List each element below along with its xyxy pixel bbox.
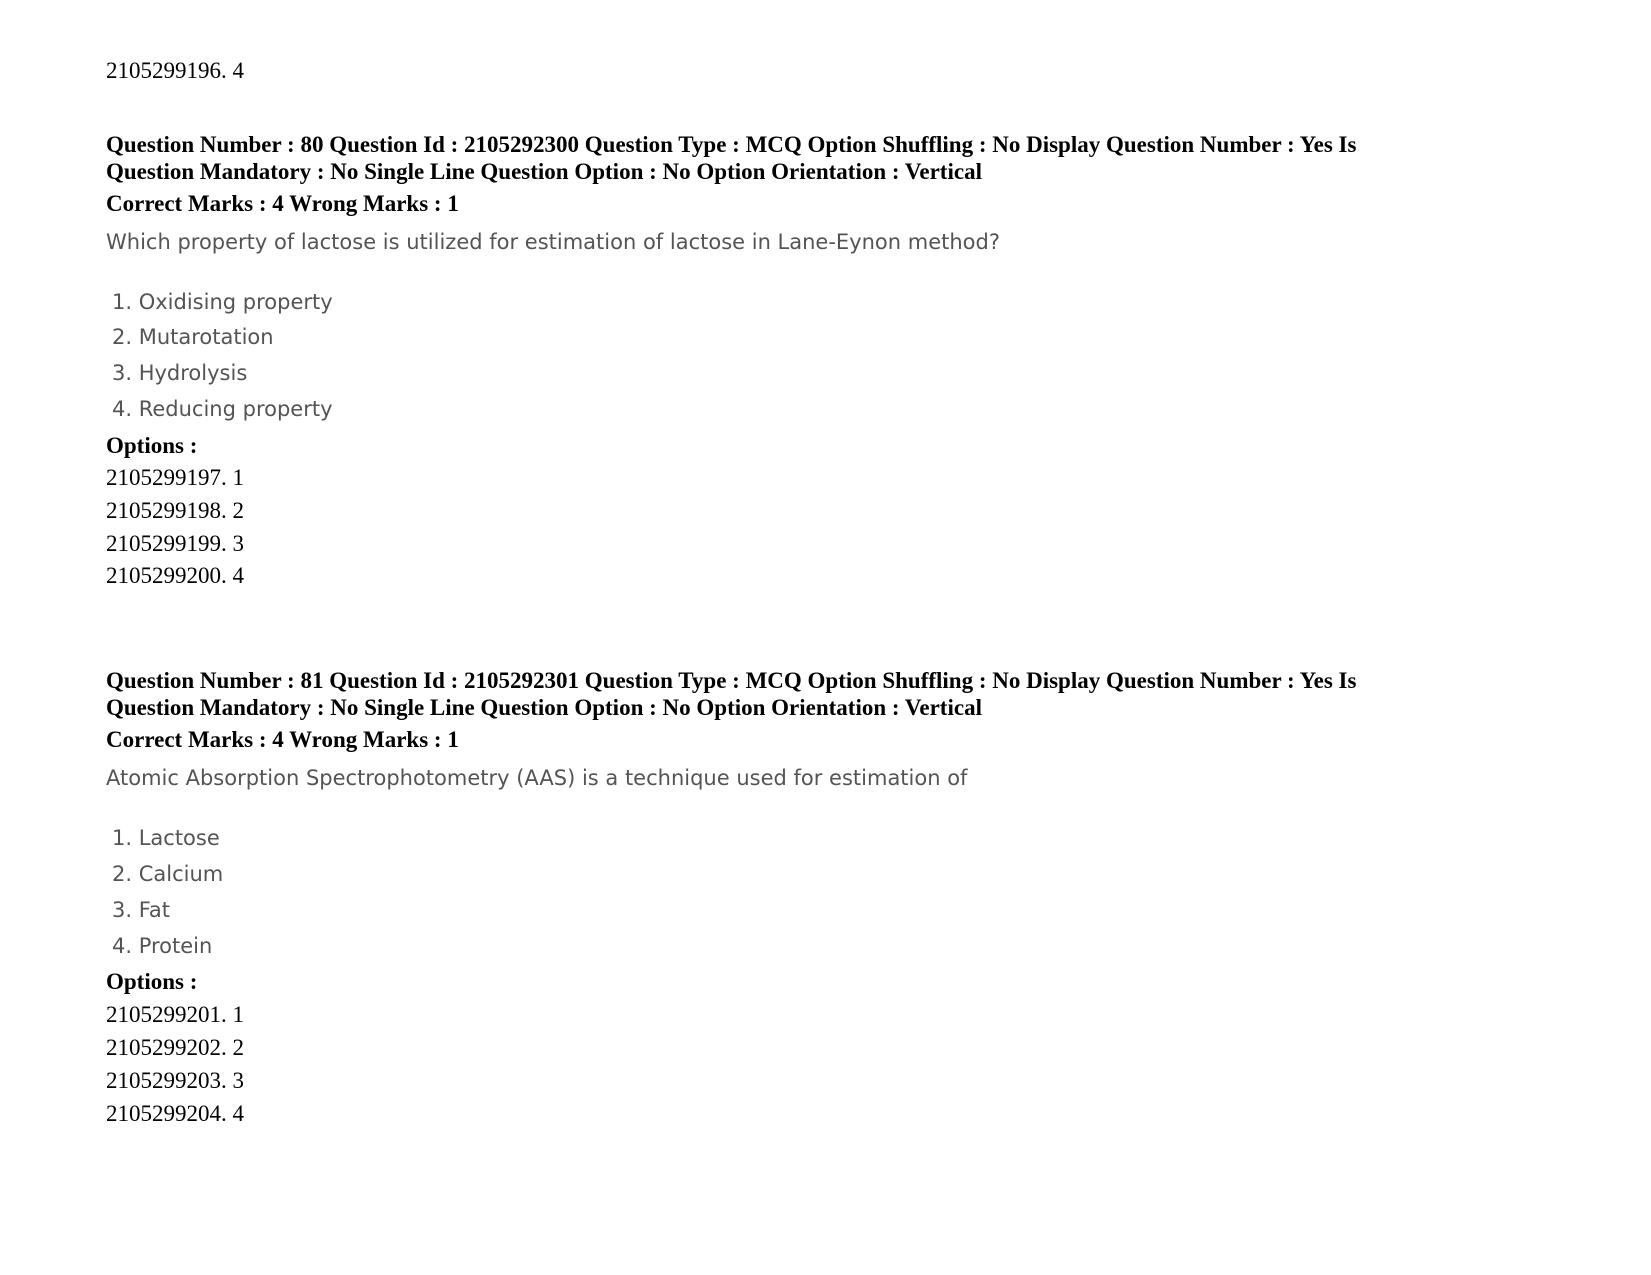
- question-text: Atomic Absorption Spectrophotometry (AAS) is a technique used for estimation of: [106, 766, 968, 790]
- choice-item: 4. Reducing property: [112, 397, 333, 421]
- question-meta-line2: Question Mandatory : No Single Line Question Option : No Option Orientation : Vertical: [106, 695, 982, 720]
- choice-item: 3. Hydrolysis: [112, 361, 248, 385]
- question-text: Which property of lactose is utilized for estimation of lactose in Lane-Eynon method?: [106, 230, 1001, 254]
- options-label: Options :: [106, 433, 198, 458]
- choice-item: 2. Mutarotation: [112, 325, 274, 349]
- question-marks: Correct Marks : 4 Wrong Marks : 1: [106, 191, 459, 216]
- carryover-option-id: 2105299196. 4: [106, 58, 244, 83]
- choice-item: 3. Fat: [112, 898, 170, 922]
- option-id: 2105299203. 3: [106, 1068, 244, 1093]
- choice-item: 4. Protein: [112, 934, 213, 958]
- option-id: 2105299204. 4: [106, 1101, 244, 1126]
- options-label: Options :: [106, 969, 198, 994]
- choice-item: 2. Calcium: [112, 862, 224, 886]
- question-marks: Correct Marks : 4 Wrong Marks : 1: [106, 727, 459, 752]
- option-id: 2105299199. 3: [106, 531, 244, 556]
- question-meta-line1: Question Number : 81 Question Id : 2105292301 Question Type : MCQ Option Shuffling : No Display Question Number : Yes Is: [106, 668, 1357, 693]
- question-meta-line1: Question Number : 80 Question Id : 2105292300 Question Type : MCQ Option Shuffling : No Display Question Number : Yes Is: [106, 132, 1357, 157]
- question-meta-line2: Question Mandatory : No Single Line Question Option : No Option Orientation : Vertical: [106, 159, 982, 184]
- choice-item: 1. Lactose: [112, 826, 220, 850]
- option-id: 2105299200. 4: [106, 563, 244, 588]
- choice-item: 1. Oxidising property: [112, 290, 333, 314]
- option-id: 2105299201. 1: [106, 1002, 244, 1027]
- option-id: 2105299197. 1: [106, 465, 244, 490]
- option-id: 2105299202. 2: [106, 1035, 244, 1060]
- option-id: 2105299198. 2: [106, 498, 244, 523]
